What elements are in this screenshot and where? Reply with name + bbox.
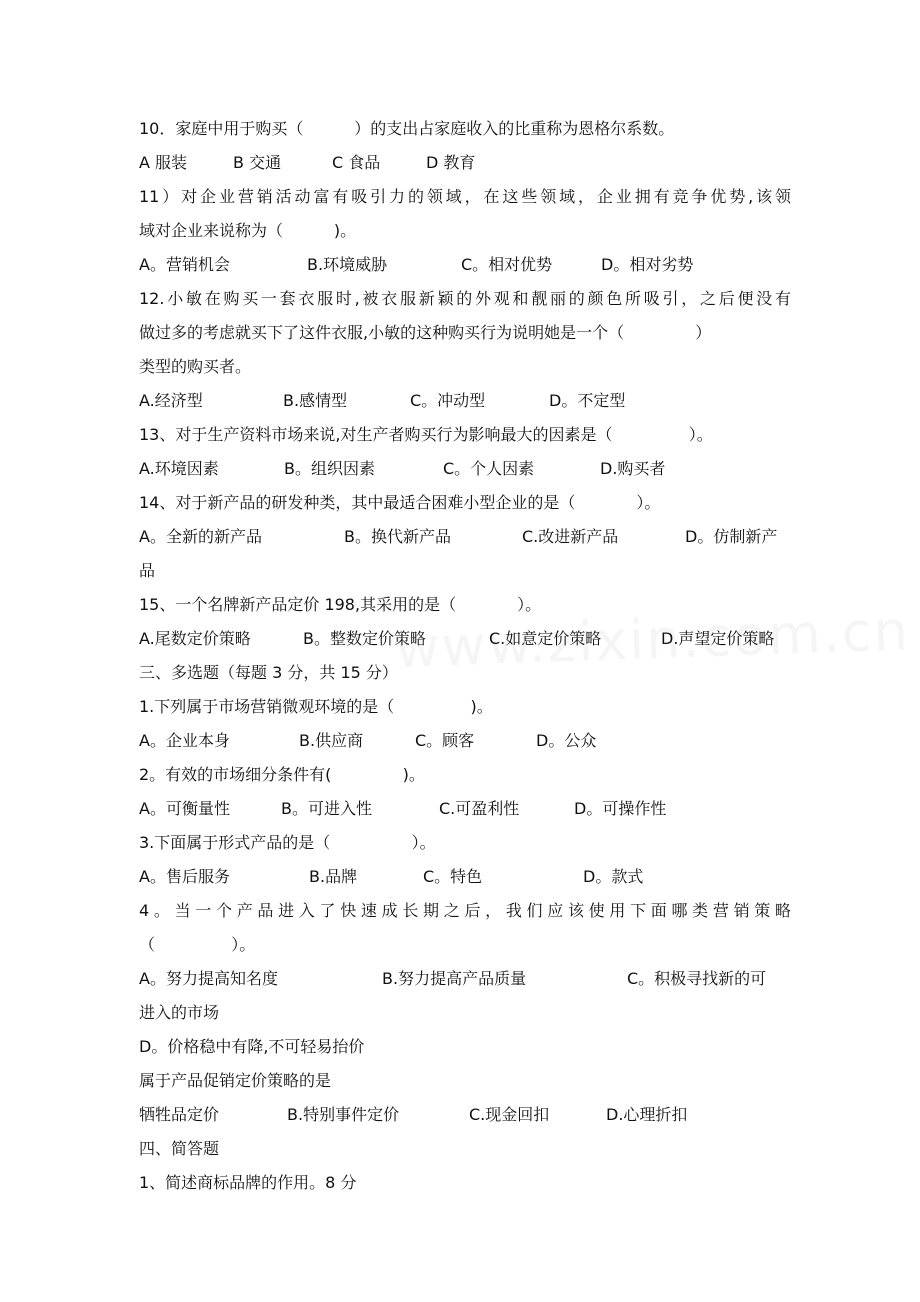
option: B.感情型 [283,391,348,410]
q14-options [139,520,778,554]
option: C.改进新产品 [522,527,619,546]
mq5-stem: 属于产品促销定价策略的是 [139,1071,332,1090]
option: B。组织因素 [284,459,375,478]
option: D。不定型 [549,391,626,410]
mq4-option-d: D。价格稳中有降,不可轻易抬价 [139,1037,365,1056]
option: C。积极寻找新的可 [627,969,767,988]
q12-stem-line1: 12.小敏在购买一套衣服时,被衣服新颖的外观和靓丽的颜色所吸引，之后便没有 [139,289,791,308]
q11-stem-line1: 11）对企业营销活动富有吸引力的领域，在这些领域，企业拥有竞争优势,该领 [139,187,791,206]
option: C。冲动型 [410,391,486,410]
option: D。款式 [583,867,644,886]
q10-stem: 10．家庭中用于购买（ ）的支出占家庭收入的比重称为恩格尔系数。 [139,119,675,138]
option: C.如意定价策略 [489,629,602,648]
option: B.努力提高产品质量 [382,969,527,988]
option: A.环境因素 [139,459,219,478]
option: C.现金回扣 [469,1105,550,1124]
option: C。顾客 [415,731,475,750]
mq1-stem: 1.下列属于市场营销微观环境的是（ )。 [139,697,493,716]
q14-stem: 14、对于新产品的研发种类，其中最适合困难小型企业的是（ ）。 [139,493,661,512]
q12-stem-line3: 类型的购买者。 [139,357,252,376]
mq4-options [139,962,767,996]
option: A。售后服务 [139,867,230,886]
option: A。可衡量性 [139,799,230,818]
option: A。营销机会 [139,255,230,274]
option: D。仿制新产 [685,527,778,546]
mq1-options [139,724,597,758]
option: A。企业本身 [139,731,230,750]
q11-options [139,248,694,282]
option: D.购买者 [600,459,666,478]
mq3-stem: 3.下面属于形式产品的是（ ）。 [139,833,436,852]
mq4-option-wrap: 进入的市场 [139,1003,220,1022]
option: D 教育 [426,153,476,172]
q10-options [139,146,476,180]
option: C。个人因素 [443,459,535,478]
option: B.供应商 [299,731,364,750]
option: A.经济型 [139,391,203,410]
option: C.可盈利性 [439,799,520,818]
q13-stem: 13、对于生产资料市场来说,对生产者购买行为影响最大的因素是（ ）。 [139,425,713,444]
option: B。整数定价策略 [303,629,426,648]
q12-stem-line2: 做过多的考虑就买下了这件衣服,小敏的这种购买行为说明她是一个（ ） [139,323,712,342]
option: D.心理折扣 [606,1105,688,1124]
option: D。可操作性 [574,799,667,818]
option: B.环境威胁 [307,255,388,274]
q12-options [139,384,626,418]
q11-stem-line2: 域对企业来说称为（ )。 [139,221,357,240]
q14-option-wrap: 品 [139,561,156,580]
mq4-stem-line2: （ ）。 [139,935,256,954]
q15-options [139,622,775,656]
option: A 服装 [139,153,188,172]
option: B.品牌 [309,867,358,886]
section-3-heading: 三、多选题（每题 3 分，共 15 分） [139,663,398,682]
section-4-heading: 四、简答题 [139,1139,220,1158]
mq3-options [139,860,644,894]
mq2-options [139,792,667,826]
mq2-stem: 2。有效的市场细分条件有( )。 [139,765,425,784]
option: B 交通 [233,153,282,172]
q15-stem: 15、一个名牌新产品定价 198,其采用的是（ ）。 [139,595,542,614]
option: C。特色 [423,867,483,886]
option: A。全新的新产品 [139,527,262,546]
option: 牺牲品定价 [139,1105,220,1124]
option: D。公众 [536,731,597,750]
option: D.声望定价策略 [661,629,775,648]
option: C 食品 [332,153,381,172]
option: A。努力提高知名度 [139,969,278,988]
option: B.特别事件定价 [287,1105,400,1124]
mq5-options [139,1098,688,1132]
sq1-stem: 1、简述商标品牌的作用。8 分 [139,1173,357,1192]
option: C。相对优势 [461,255,553,274]
option: A.尾数定价策略 [139,629,251,648]
mq4-stem-line1: 4。当一个产品进入了快速成长期之后，我们应该使用下面哪类营销策略 [139,901,791,920]
option: D。相对劣势 [601,255,694,274]
option: B。换代新产品 [344,527,451,546]
option: B。可进入性 [281,799,372,818]
q13-options [139,452,666,486]
